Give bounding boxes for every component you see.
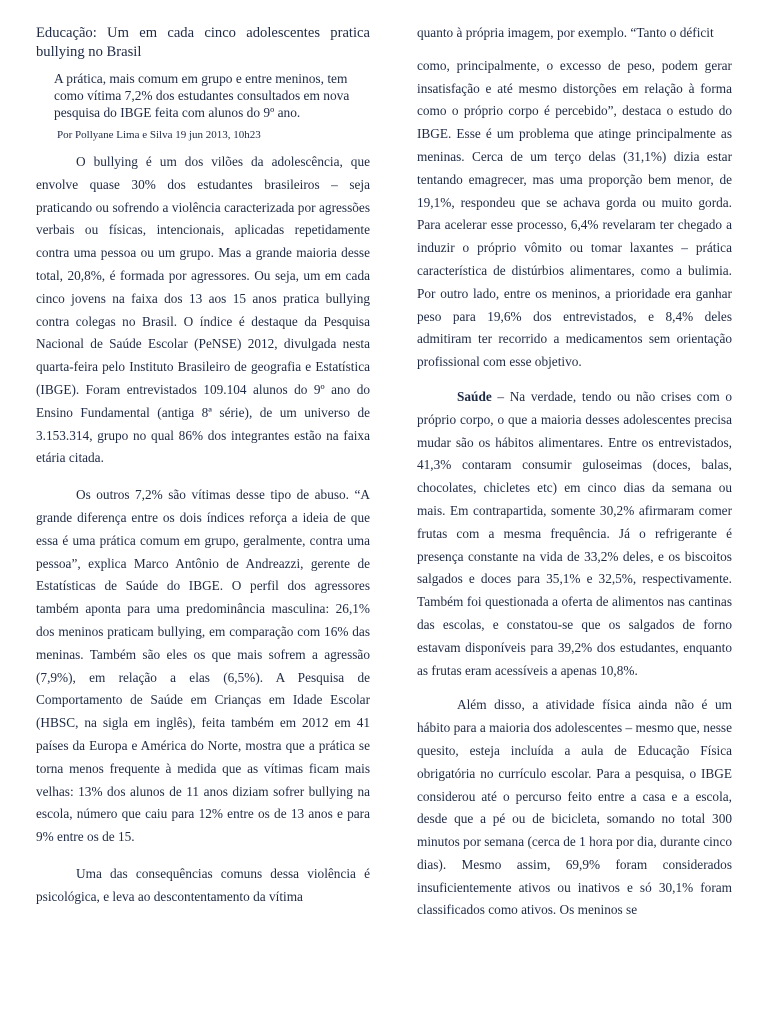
- article-lede: A prática, mais comum em grupo e entre meninos, tem como vítima 7,2% dos estudantes consultados em nova pesquisa do IBGE feita com alunos do 9º ano.: [54, 71, 350, 120]
- body-paragraph: Uma das consequências comuns dessa violência é psicológica, e leva ao descontentamento da vítima: [36, 865, 370, 904]
- body-paragraph-fragment: quanto à própria imagem, por exemplo. “Tanto o déficit: [417, 25, 714, 40]
- saude-text: – Na verdade, tendo ou não crises com o próprio corpo, o que a maioria desses adolescentes precisa mudar são os hábitos alimentares. Entre os entrevistados, 41,3% contaram consumir guloseimas (doces, balas, chocolates, chicletes etc) em cinco dias da semana ou mais. Em contrapartida, somente 30,2% afirmaram comer frutas com a mesma frequência. Já o refrigerante é presença constante na vida de 33,2% deles, e os biscoitos salgados e doces para 35,1% e 32,5%, respectivamente. Também foi questionada a oferta de alimentos nas cantinas das escolas, e constatou-se que os salgados de forno estavam disponíveis para 39,2% dos estudantes, enquanto as frutas eram acessíveis a apenas 10,8%.: [417, 388, 732, 678]
- body-paragraph: Os outros 7,2% são vítimas desse tipo de abuso. “A grande diferença entre os dois índices reforça a ideia de que essa é uma prática comum em grupo, geralmente, contra uma pessoa”, explica Marco Antônio de Andreazzi, gerente de Estatísticas de Saúde do IBGE. O perfil dos agressores também aponta para uma predominância masculina: 26,1% dos meninos praticam bullying, em comparação com 16% das meninas. Também são eles os que mais sofrem a agressão (7,9%), em relação a elas (6,5%). A Pesquisa de Comportamento de Saúde em Crianças em Idade Escolar (HBSC, na sigla em inglês), feita também em 2012 em 41 países da Europa e América do Norte, mostra que a prática se torna menos frequente à medida que as vítimas ficam mais velhas: 13% dos alunos de 11 anos diziam sofrer bullying na escola, número que caiu para 12% entre os de 13 anos e para 9% entre os de 15.: [36, 487, 370, 845]
- body-paragraph: como, principalmente, o excesso de peso, podem gerar insatisfação e até mesmo distorções em relação à forma como o próprio corpo é percebido”, destaca o estudo do IBGE. Esse é um problema que atinge principalmente as meninas. Cerca de um terço delas (31,1%) dizia estar tentando emagrecer, mas uma proporção bem menor, de 19,1%, respondeu que se achava gorda ou muito gorda. Para acelerar esse processo, 6,4% revelaram ter chegado a induzir o próprio vômito ou tomar laxantes – prática característica de distúrbios alimentares, como a bulimia. Por outro lado, entre os meninos, a prioridade era ganhar peso para 19,6% dos entrevistados, e 8,4% deles admitiram ter recorrido a medicamentos sem orientação profissional com esse objetivo.: [417, 57, 732, 370]
- article-byline: Por Pollyane Lima e Silva 19 jun 2013, 10h23: [57, 129, 261, 141]
- body-paragraph-saude: [417, 386, 732, 682]
- article-headline: Educação: Um em cada cinco adolescentes pratica bullying no Brasil: [36, 25, 370, 60]
- body-paragraph: O bullying é um dos vilões da adolescência, que envolve quase 30% dos estudantes brasileiros – seja praticando ou sofrendo a violência caracterizada por agressões verbais ou físicas, intencionais, aplicadas repetidamente contra uma pessoa ou um grupo. Mas a grande maioria desse total, 20,8%, é formada por agressores. Ou seja, um em cada cinco jovens na faixa dos 13 aos 15 anos pratica bullying contra colegas no Brasil. O índice é destaque da Pesquisa Nacional de Saúde Escolar (PeNSE) 2012, divulgada nesta quarta-feira pelo Instituto Brasileiro de geografia e Estatística (IBGE). Foram entrevistados 109.104 alunos do 9º ano do Ensino Fundamental (antiga 8ª série), de um universo de 3.153.314, grupo no qual 86% dos integrantes estão na faixa etária citada.: [36, 154, 370, 466]
- right-column: [417, 0, 732, 922]
- left-column: [36, 0, 370, 909]
- body-paragraph: Além disso, a atividade física ainda não é um hábito para a maioria dos adolescentes – mesmo que, nesse quesito, esteja incluída a aula de Educação Física obrigatória no currículo escolar. Para a pesquisa, o IBGE considerou até o percurso feito entre a casa e a escola, desde que a pé ou de bicicleta, somando no total 300 minutos por semana (cerca de 1 hora por dia, durante cinco dias). Mesmo assim, 69,9% foram considerados insuficientemente ativos ou inativos e só 30,1% foram classificados como ativos. Os meninos se: [417, 697, 732, 918]
- section-label-saude: Saúde: [457, 388, 492, 404]
